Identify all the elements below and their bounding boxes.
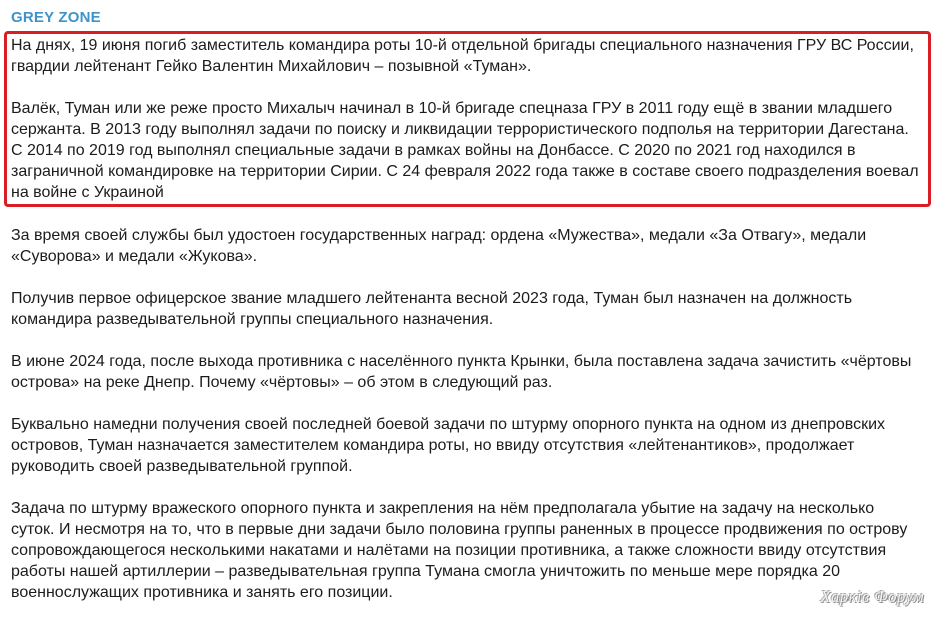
paragraph-line: Задача по штурму вражеского опорного пункта и закрепления на нём предполагала убытие на задачу на несколько [11, 500, 875, 517]
paragraph-line: заграничной командировке на территории Сирии. С 24 февраля 2022 года также в составе своего подразделения воевал [11, 163, 919, 180]
paragraph-line: сопровождающегося несколькими накатами и налётами на позиции противника, а также сложности ввиду отсутствия [11, 542, 887, 559]
channel-name[interactable]: GREY ZONE [11, 9, 101, 26]
paragraph-line: военнослужащих противника и занять его позиции. [11, 584, 393, 601]
paragraph-line: командира разведывательной группы специального назначения. [11, 311, 494, 328]
paragraph-line: Валёк, Туман или же реже просто Михалыч начинал в 10-й бригаде спецназа ГРУ в 2011 году ещё в звании младшего [11, 100, 893, 117]
paragraph-line: На днях, 19 июня погиб заместитель командира роты 10-й отдельной бригады специального назначения ГРУ ВС России, [11, 37, 914, 54]
post-paragraph-4 [11, 288, 926, 330]
paragraph-line: С 2014 по 2019 год выполнял специальные задачи в рамках войны на Донбассе. С 2020 по 2021 год находился в [11, 142, 856, 159]
paragraph-line: работы нашей артиллерии – разведывательная группа Тумана смогла уничтожить по меньше мере порядка 20 [11, 563, 840, 580]
paragraph-line: на войне с Украиной [11, 184, 164, 201]
paragraph-line: сержанта. В 2013 году выполнял задачи по поиску и ликвидации террористического подполья на территории Дагестана. [11, 121, 909, 138]
post-paragraph-2 [11, 98, 926, 203]
paragraph-line: руководить своей разведывательной группой. [11, 458, 353, 475]
paragraph-line: «Суворова» и медали «Жукова». [11, 248, 258, 265]
forum-watermark: Харків Форум [820, 587, 924, 606]
paragraph-line: За время своей службы был удостоен государственных наград: ордена «Мужества», медали «За Отвагу», медали [11, 227, 867, 244]
post-paragraph-7 [11, 498, 926, 603]
paragraph-line: Получив первое офицерское звание младшего лейтенанта весной 2023 года, Туман был назначен на должность [11, 290, 853, 307]
post-paragraph-1 [11, 35, 926, 77]
post-paragraph-5 [11, 351, 926, 393]
paragraph-line: гвардии лейтенант Гейко Валентин Михайлович – позывной «Туман». [11, 58, 532, 75]
paragraph-line: Буквально намедни получения своей последней боевой задачи по штурму опорного пункта на одном из днепровских [11, 416, 886, 433]
paragraph-line: острова» на реке Днепр. Почему «чёртовы» – об этом в следующий раз. [11, 374, 553, 391]
post-paragraph-3 [11, 225, 926, 267]
paragraph-line: В июне 2024 года, после выхода противника с населённого пункта Крынки, была поставлена задача зачистить «чёртовы [11, 353, 912, 370]
paragraph-line: островов, Туман назначается заместителем командира роты, но ввиду отсутствия «лейтенантиков», продолжает [11, 437, 855, 454]
post-paragraph-6 [11, 414, 926, 477]
paragraph-line: суток. И несмотря на то, что в первые дни задачи было половина группы раненных в процессе продвижения по острову [11, 521, 908, 538]
